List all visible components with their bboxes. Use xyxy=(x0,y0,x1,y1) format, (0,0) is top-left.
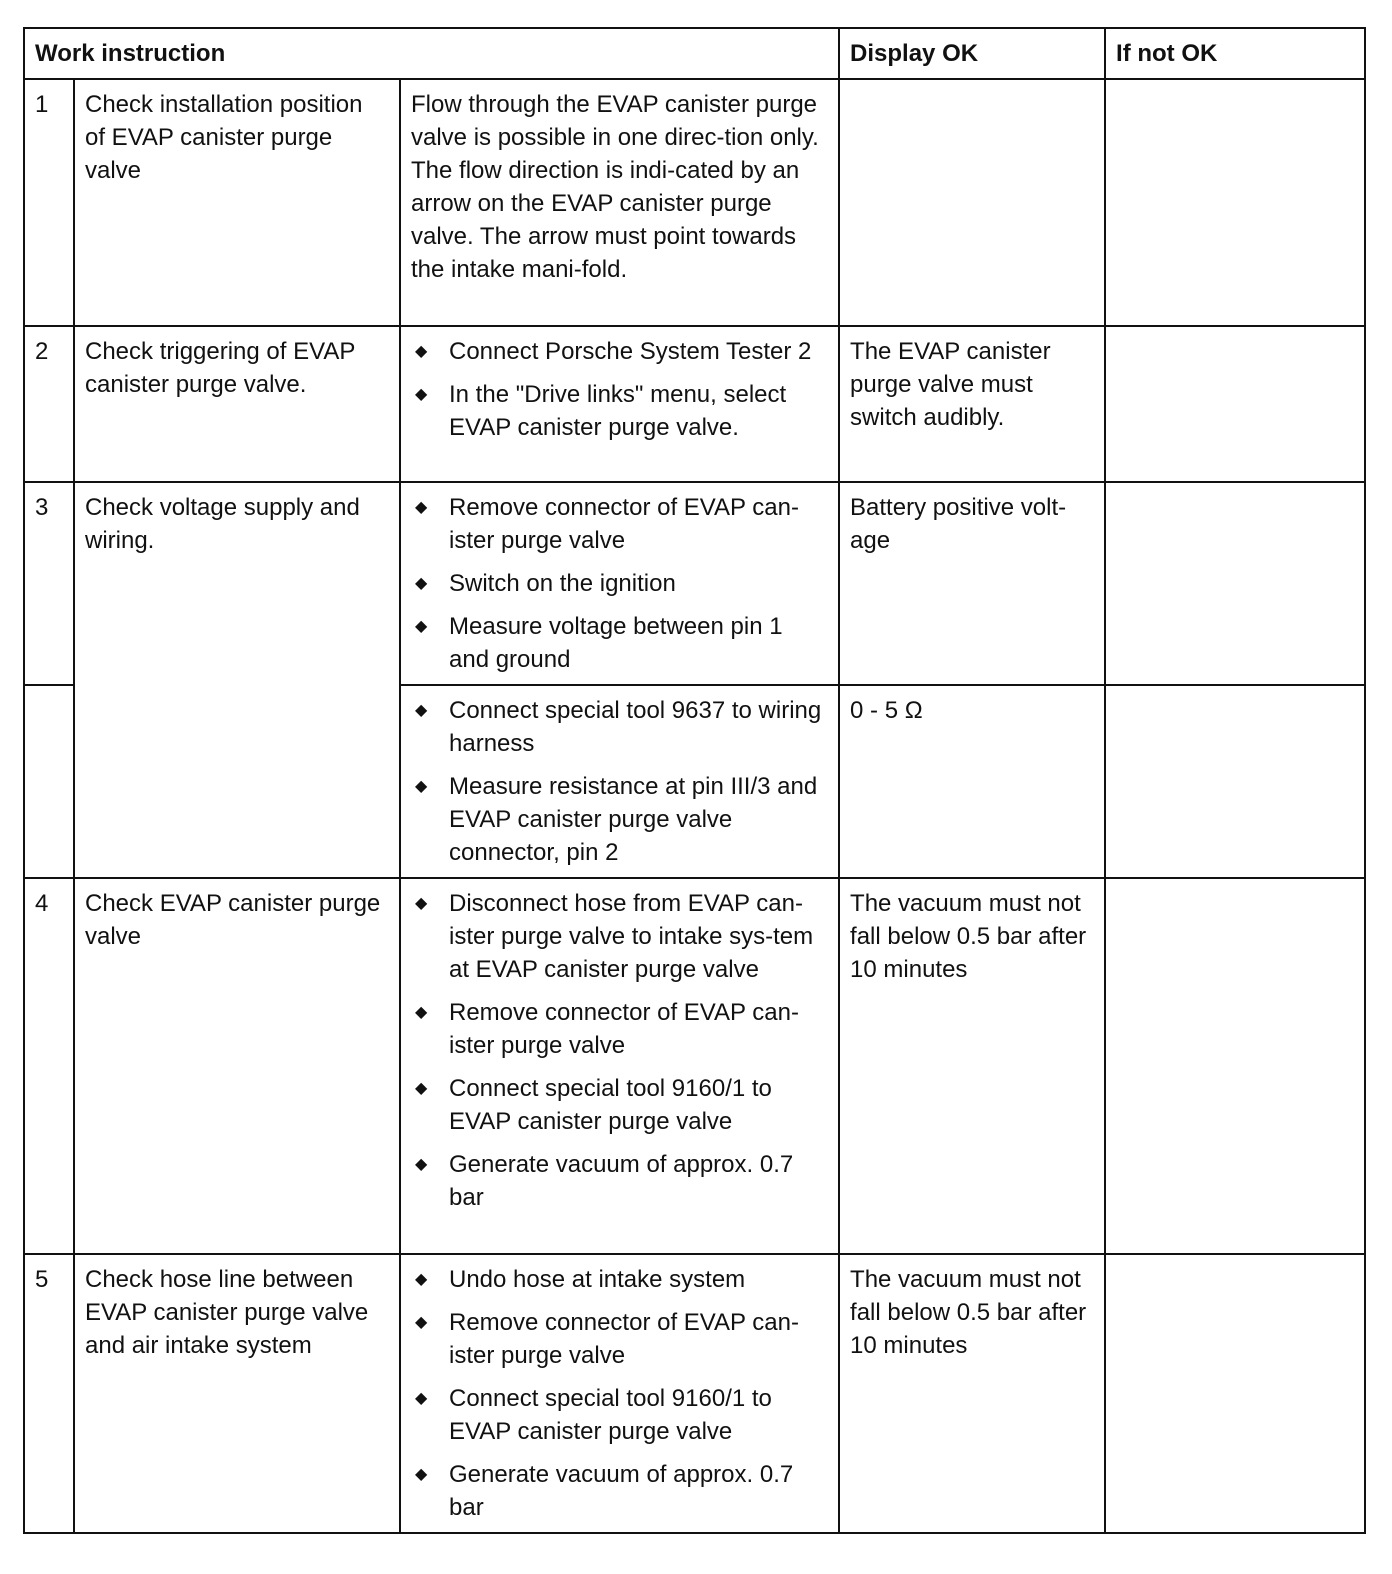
list-item: ◆ Generate vacuum of approx. 0.7 bar xyxy=(411,1148,828,1214)
step-number: 5 xyxy=(24,1254,74,1533)
list-item: ◆ In the "Drive links" menu, select EVAP canister purge valve. xyxy=(411,378,828,444)
header-display-ok: Display OK xyxy=(839,28,1105,79)
step-display-ok xyxy=(839,79,1105,326)
step-display-ok: 0 - 5 Ω xyxy=(839,685,1105,878)
list-item: ◆ Connect special tool 9160/1 to EVAP canister purge valve xyxy=(411,1072,828,1138)
step-number-empty xyxy=(24,685,74,878)
step-display-ok: The vacuum must not fall below 0.5 bar after 10 minutes xyxy=(839,878,1105,1254)
diamond-bullet-icon: ◆ xyxy=(415,778,428,795)
diamond-bullet-icon: ◆ xyxy=(415,1466,428,1483)
table-header-row xyxy=(24,28,1365,79)
step-task: Check voltage supply and wiring. xyxy=(74,482,400,878)
table-row xyxy=(24,482,1365,685)
step-number: 2 xyxy=(24,326,74,482)
step-actions xyxy=(400,878,839,1254)
step-display-ok: Battery positive volt-age xyxy=(839,482,1105,685)
list-item: ◆ Connect special tool 9160/1 to EVAP canister purge valve xyxy=(411,1382,828,1448)
step-display-ok: The EVAP canister purge valve must switch audibly. xyxy=(839,326,1105,482)
list-item: ◆ Undo hose at intake system xyxy=(411,1263,828,1296)
diamond-bullet-icon: ◆ xyxy=(415,618,428,635)
list-item: ◆ Switch on the ignition xyxy=(411,567,828,600)
header-if-not-ok: If not OK xyxy=(1105,28,1365,79)
step-if-not-ok xyxy=(1105,326,1365,482)
diamond-bullet-icon: ◆ xyxy=(415,1271,428,1288)
list-item: ◆ Remove connector of EVAP can-ister purge valve xyxy=(411,996,828,1062)
step-display-ok: The vacuum must not fall below 0.5 bar after 10 minutes xyxy=(839,1254,1105,1533)
table-row xyxy=(24,878,1365,1254)
diamond-bullet-icon: ◆ xyxy=(415,1156,428,1173)
diamond-bullet-icon: ◆ xyxy=(415,575,428,592)
diamond-bullet-icon: ◆ xyxy=(415,1004,428,1021)
step-if-not-ok xyxy=(1105,685,1365,878)
diamond-bullet-icon: ◆ xyxy=(415,1080,428,1097)
diamond-bullet-icon: ◆ xyxy=(415,895,428,912)
diamond-bullet-icon: ◆ xyxy=(415,1314,428,1331)
diamond-bullet-icon: ◆ xyxy=(415,1390,428,1407)
list-item: ◆ Generate vacuum of approx. 0.7 bar xyxy=(411,1458,828,1524)
diamond-bullet-icon: ◆ xyxy=(415,343,428,360)
step-if-not-ok xyxy=(1105,878,1365,1254)
diamond-bullet-icon: ◆ xyxy=(415,499,428,516)
step-task: Check installation position of EVAP canister purge valve xyxy=(74,79,400,326)
step-task: Check EVAP canister purge valve xyxy=(74,878,400,1254)
step-if-not-ok xyxy=(1105,482,1365,685)
list-item: ◆ Measure resistance at pin III/3 and EVAP canister purge valve connector, pin 2 xyxy=(411,770,828,869)
list-item: ◆ Connect special tool 9637 to wiring harness xyxy=(411,694,828,760)
list-item: ◆ Disconnect hose from EVAP can-ister purge valve to intake sys-tem at EVAP canister purge valve xyxy=(411,887,828,986)
step-number: 3 xyxy=(24,482,74,685)
table-row xyxy=(24,79,1365,326)
list-item: ◆ Measure voltage between pin 1 and ground xyxy=(411,610,828,676)
step-description: Flow through the EVAP canister purge valve is possible in one direc-tion only. The flow direction is indi-cated by an arrow on the EVAP canister purge valve. The arrow must point towards the intake mani-fold. xyxy=(400,79,839,326)
list-item: ◆ Remove connector of EVAP can-ister purge valve xyxy=(411,1306,828,1372)
step-task: Check triggering of EVAP canister purge valve. xyxy=(74,326,400,482)
diamond-bullet-icon: ◆ xyxy=(415,702,428,719)
header-work-instruction: Work instruction xyxy=(24,28,839,79)
list-item: ◆ Remove connector of EVAP can-ister purge valve xyxy=(411,491,828,557)
step-actions xyxy=(400,326,839,482)
step-if-not-ok xyxy=(1105,79,1365,326)
step-number: 4 xyxy=(24,878,74,1254)
step-actions xyxy=(400,1254,839,1533)
table-row xyxy=(24,326,1365,482)
step-number: 1 xyxy=(24,79,74,326)
step-if-not-ok xyxy=(1105,1254,1365,1533)
diamond-bullet-icon: ◆ xyxy=(415,386,428,403)
step-task: Check hose line between EVAP canister purge valve and air intake system xyxy=(74,1254,400,1533)
table-row xyxy=(24,1254,1365,1533)
step-actions xyxy=(400,482,839,685)
list-item: ◆ Connect Porsche System Tester 2 xyxy=(411,335,828,368)
work-instruction-table xyxy=(23,27,1366,1534)
step-actions xyxy=(400,685,839,878)
